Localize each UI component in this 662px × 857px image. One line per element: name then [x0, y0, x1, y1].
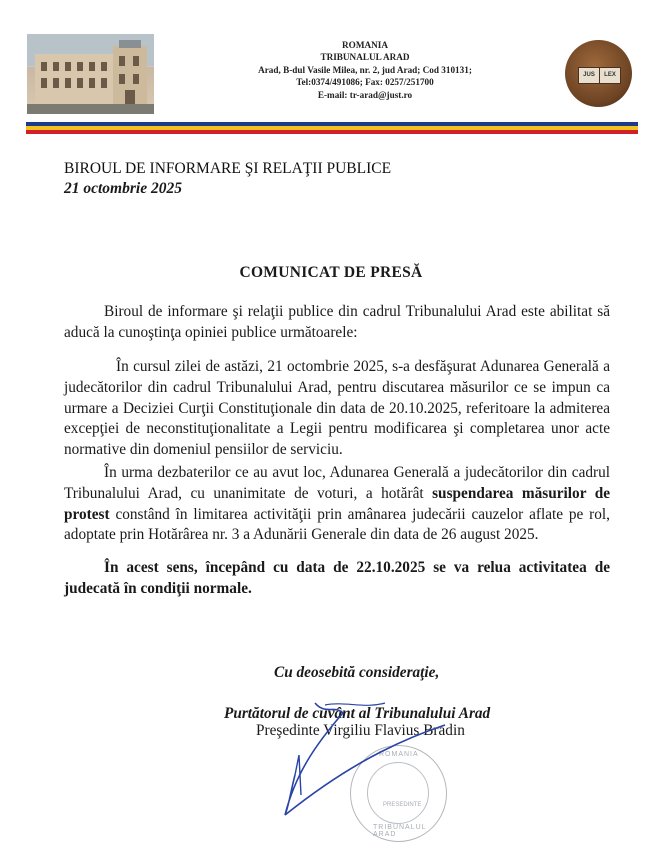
flag-stripe-red — [26, 130, 638, 134]
spokesperson-title: Purtătorul de cuvânt al Tribunalului Arad — [224, 705, 491, 722]
closing-regards: Cu deosebită consideraţie, — [274, 664, 440, 681]
handwritten-signature — [255, 695, 515, 825]
decision-text-end: constând în limitarea activităţii prin amânarea judecării cauzelor aflate pe rol, adoptate prin Hotărârea nr. 3 a Adunării Generale din data de 26 august 2025. — [64, 505, 610, 544]
emblem-text-left: JUS — [579, 68, 600, 83]
book-icon — [578, 67, 621, 84]
seal-text-bottom: TRIBUNALUL ARAD — [373, 824, 427, 838]
court-emblem — [565, 40, 632, 107]
document-title: COMUNICAT DE PRESĂ — [239, 264, 423, 281]
decision-text-bold: suspendarea măsurilor de protest — [64, 484, 611, 523]
court-phones: Tel:0374/491086; Fax: 0257/251700 — [296, 77, 434, 88]
court-letterhead — [200, 39, 530, 101]
court-address: Arad, B-dul Vasile Milea, nr. 2, jud Arad; Cod 310131; — [258, 64, 472, 75]
seal-text-top: ROMANIA — [379, 751, 419, 758]
emblem-text-right: LEX — [604, 72, 616, 78]
court-email: E-mail: tr-arad@just.ro — [317, 89, 413, 100]
institution-name: TRIBUNALUL ARAD — [320, 52, 410, 63]
country-name: ROMANIA — [342, 40, 388, 50]
issuing-office: BIROUL DE INFORMARE ŞI RELAŢII PUBLICE — [64, 160, 392, 177]
courthouse-photo — [27, 34, 154, 114]
paragraph-intro: Biroul de informare şi relaţii publice din cadrul Tribunalului Arad este abilitat să aducă la cunoştinţa opiniei publice următoarele: — [64, 303, 610, 341]
paragraph-meeting: În cursul zilei de astăzi, 21 octombrie 2025, s-a desfăşurat Adunarea Generală a judecătorilor din cadrul Tribunalului Arad, pentru discutarea măsurilor ce se impun ca urmare a Deciziei Curţii Constituţionale din data de 20.10.2025, referitoare la admiterea excepţiei de neconstituţionalitate a Legii pentru modificarea şi completarea unor acte normative din domeniul pensiilor de serviciu. — [64, 358, 610, 459]
paragraph-decision — [64, 463, 610, 546]
seal-text-middle: PRESEDINTE — [383, 802, 422, 808]
decision-text-start: În urma dezbaterilor ce au avut loc, Adunarea Generală a judecătorilor din cadrul Tribunalului Arad, cu unanimitate de voturi, a hotărât — [64, 464, 610, 502]
paragraph-resumption: În acest sens, începând cu data de 22.10.2025 se va relua activitatea de judecată în condiţii normale. — [64, 559, 610, 597]
president-name: Preşedinte Virgiliu Flavius Bradin — [256, 722, 465, 739]
release-date: 21 octombrie 2025 — [64, 180, 182, 197]
